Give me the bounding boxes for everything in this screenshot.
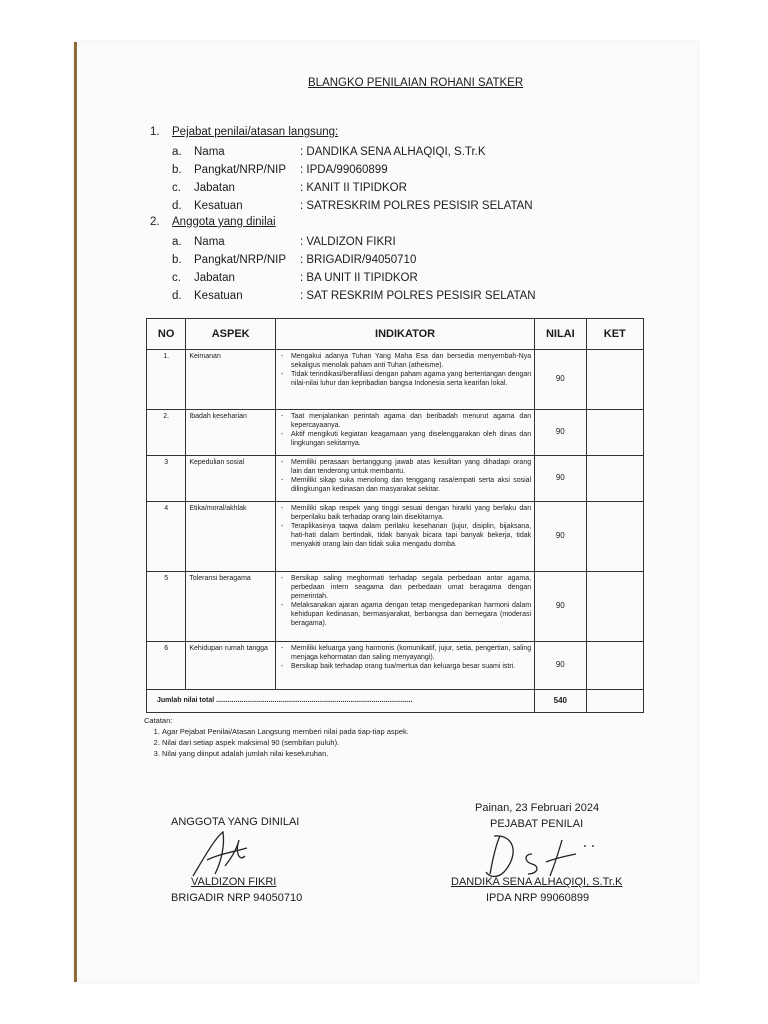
indicator-item: - Tidak terindikasi/berafiliasi dengan paham agama yang bertentangan dengan nilai-nilai luhur dan kepribadian bangsa Indonesia serta kearifan lokal.	[291, 370, 531, 388]
row-no: 6	[147, 642, 186, 690]
row-nilai: 90	[535, 572, 586, 642]
row-indikator	[276, 410, 535, 456]
row-no: 5	[147, 572, 186, 642]
s1-value-jabatan: : KANIT II TIPIDKOR	[300, 182, 407, 194]
s1-label-jabatan: Jabatan	[194, 182, 235, 194]
total-value: 540	[535, 690, 586, 713]
s2-letter-d: d.	[172, 290, 182, 302]
s2-letter-a: a.	[172, 236, 182, 248]
s2-value-kesatuan: : SAT RESKRIM POLRES PESISIR SELATAN	[300, 290, 536, 302]
table-row	[147, 410, 644, 456]
section-2-heading: Anggota yang dinilai	[172, 216, 276, 228]
indicator-item: - Taat menjalankan perintah agama dan beribadah menurut agama dan kepercayaanya.	[291, 412, 531, 430]
section-1-heading: Pejabat penilai/atasan langsung:	[172, 126, 339, 138]
right-signature-name: DANDIKA SENA ALHAQIQI, S.Tr.K	[451, 876, 623, 888]
row-ket	[586, 572, 643, 642]
s1-letter-b: b.	[172, 164, 182, 176]
row-ket	[586, 350, 643, 410]
row-indikator	[276, 456, 535, 502]
section-2-number: 2.	[150, 216, 160, 228]
row-no: 2.	[147, 410, 186, 456]
row-ket	[586, 502, 643, 572]
s2-value-pangkat: : BRIGADIR/94050710	[300, 254, 417, 266]
document-title: BLANGKO PENILAIAN ROHANI SATKER	[308, 77, 524, 89]
note-item: 3. Nilai yang diinput adalah jumlah nilai keseluruhan.	[162, 749, 409, 760]
s1-label-kesatuan: Kesatuan	[194, 200, 243, 212]
total-ket	[586, 690, 643, 713]
header-ket: KET	[586, 319, 643, 350]
indicator-item: - Aktif mengikuti kegiatan keagamaan yang diselenggarakan oleh dinas dan lingkungan sekitarnya.	[291, 430, 531, 448]
table-row	[147, 350, 644, 410]
row-no: 1.	[147, 350, 186, 410]
indicator-item: - Memiliki perasaan bertanggung jawab atas kesulitan yang dihadapi orang lain dan tenderong untuk membantu.	[291, 458, 531, 476]
note-item: 1. Agar Pejabat Penilai/Atasan Langsung memberi nilai pada tiap-tiap aspek.	[162, 727, 409, 738]
notes-section	[144, 716, 409, 760]
table-row	[147, 572, 644, 642]
indicator-item: - Bersikap baik terhadap orang tua/mertua dan keluarga besar suami istri.	[291, 662, 531, 671]
row-ket	[586, 410, 643, 456]
header-indikator: INDIKATOR	[276, 319, 535, 350]
indicator-item: - Memiliki keluarga yang harmonis (komunikatif, jujur, setia, pengertian, saling menjaga kehormatan dan saling menyayangi).	[291, 644, 531, 662]
row-no: 3	[147, 456, 186, 502]
indicator-item: - Mengakui adanya Tuhan Yang Maha Esa dan bersedia menyembah-Nya sekaligus menolak paham anti Tuhan (atheisme).	[291, 352, 531, 370]
s2-letter-b: b.	[172, 254, 182, 266]
row-aspek: Toleransi beragama	[186, 572, 276, 642]
table-row	[147, 456, 644, 502]
row-ket	[586, 456, 643, 502]
indicator-item: - Memiliki sikap suka menolong dan tenggang rasa/empati serta aksi sosial dilingkungan kedinasan dan masyarakat sekitar.	[291, 476, 531, 494]
right-signature-mark	[480, 832, 610, 882]
row-indikator	[276, 572, 535, 642]
note-item: 2. Nilai dari setiap aspek maksimal 90 (sembilan puluh).	[162, 738, 409, 749]
row-nilai: 90	[535, 350, 586, 410]
s2-label-jabatan: Jabatan	[194, 272, 235, 284]
row-aspek: Kehidupan rumah tangga	[186, 642, 276, 690]
header-no: NO	[147, 319, 186, 350]
s2-letter-c: c.	[172, 272, 181, 284]
s2-value-jabatan: : BA UNIT II TIPIDKOR	[300, 272, 418, 284]
indicator-item: - Memiliki sikap respek yang tinggi sesuai dengan hirarki yang berlaku dan berperilaku baik terhadap orang lain disekitarnya.	[291, 504, 531, 522]
row-aspek: Ibadah keseharian	[186, 410, 276, 456]
row-aspek: Etika/moral/akhlak	[186, 502, 276, 572]
assessment-table	[146, 318, 644, 713]
total-row	[147, 690, 644, 713]
row-indikator	[276, 642, 535, 690]
s2-label-nama: Nama	[194, 236, 225, 248]
row-nilai: 90	[535, 642, 586, 690]
left-signature-title: ANGGOTA YANG DINILAI	[171, 816, 300, 828]
row-indikator	[276, 350, 535, 410]
section-1-number: 1.	[150, 126, 160, 138]
indicator-item: - Melaksanakan ajaran agama dengan tetap mengedepankan harmoni dalam kehidupan kedinasan, bermasyarakat, berbangsa dan bernegara (moderasi beragama).	[291, 601, 531, 628]
row-indikator	[276, 502, 535, 572]
place-date: Painan, 23 Februari 2024	[475, 802, 600, 814]
row-aspek: Kepedulian sosial	[186, 456, 276, 502]
row-nilai: 90	[535, 410, 586, 456]
notes-heading: Catatan:	[144, 716, 173, 725]
row-nilai: 90	[535, 502, 586, 572]
header-nilai: NILAI	[535, 319, 586, 350]
s1-letter-d: d.	[172, 200, 182, 212]
row-ket	[586, 642, 643, 690]
s1-value-kesatuan: : SATRESKRIM POLRES PESISIR SELATAN	[300, 200, 533, 212]
left-signature-rank: BRIGADIR NRP 94050710	[171, 892, 303, 904]
s2-label-pangkat: Pangkat/NRP/NIP	[194, 254, 287, 266]
s2-label-kesatuan: Kesatuan	[194, 290, 243, 302]
row-nilai: 90	[535, 456, 586, 502]
table-row	[147, 642, 644, 690]
left-signature-name: VALDIZON FIKRI	[191, 876, 277, 888]
table-header-row	[147, 319, 644, 350]
right-signature-title: PEJABAT PENILAI	[490, 818, 584, 830]
header-aspek: ASPEK	[186, 319, 276, 350]
s1-label-pangkat: Pangkat/NRP/NIP	[194, 164, 287, 176]
indicator-item: - Teraplikasinya taqwa dalam perilaku keseharian (jujur, disiplin, bijaksana, hati-hati dalam bertindak, tidak banyak bicara tapi banyak bekerja, tidak menyakiti orang lain dan tidak suka mengadu domba.	[291, 522, 531, 549]
row-no: 4	[147, 502, 186, 572]
total-label: Jumlah nilai total .....................................................................................................	[147, 690, 535, 713]
s1-value-pangkat: : IPDA/99060899	[300, 164, 388, 176]
s2-value-nama: : VALDIZON FIKRI	[300, 236, 396, 248]
table-row	[147, 502, 644, 572]
right-signature-rank: IPDA NRP 99060899	[486, 892, 590, 904]
row-aspek: Keimanan	[186, 350, 276, 410]
s1-value-nama: : DANDIKA SENA ALHAQIQI, S.Tr.K	[300, 146, 486, 158]
s1-letter-a: a.	[172, 146, 182, 158]
s1-letter-c: c.	[172, 182, 181, 194]
s1-label-nama: Nama	[194, 146, 225, 158]
indicator-item: - Bersikap saling meghormati terhadap segala perbedaan antar agama, perbedaan intern seagama dan perbedaan umat beragama dengan pemerintah.	[291, 574, 531, 601]
